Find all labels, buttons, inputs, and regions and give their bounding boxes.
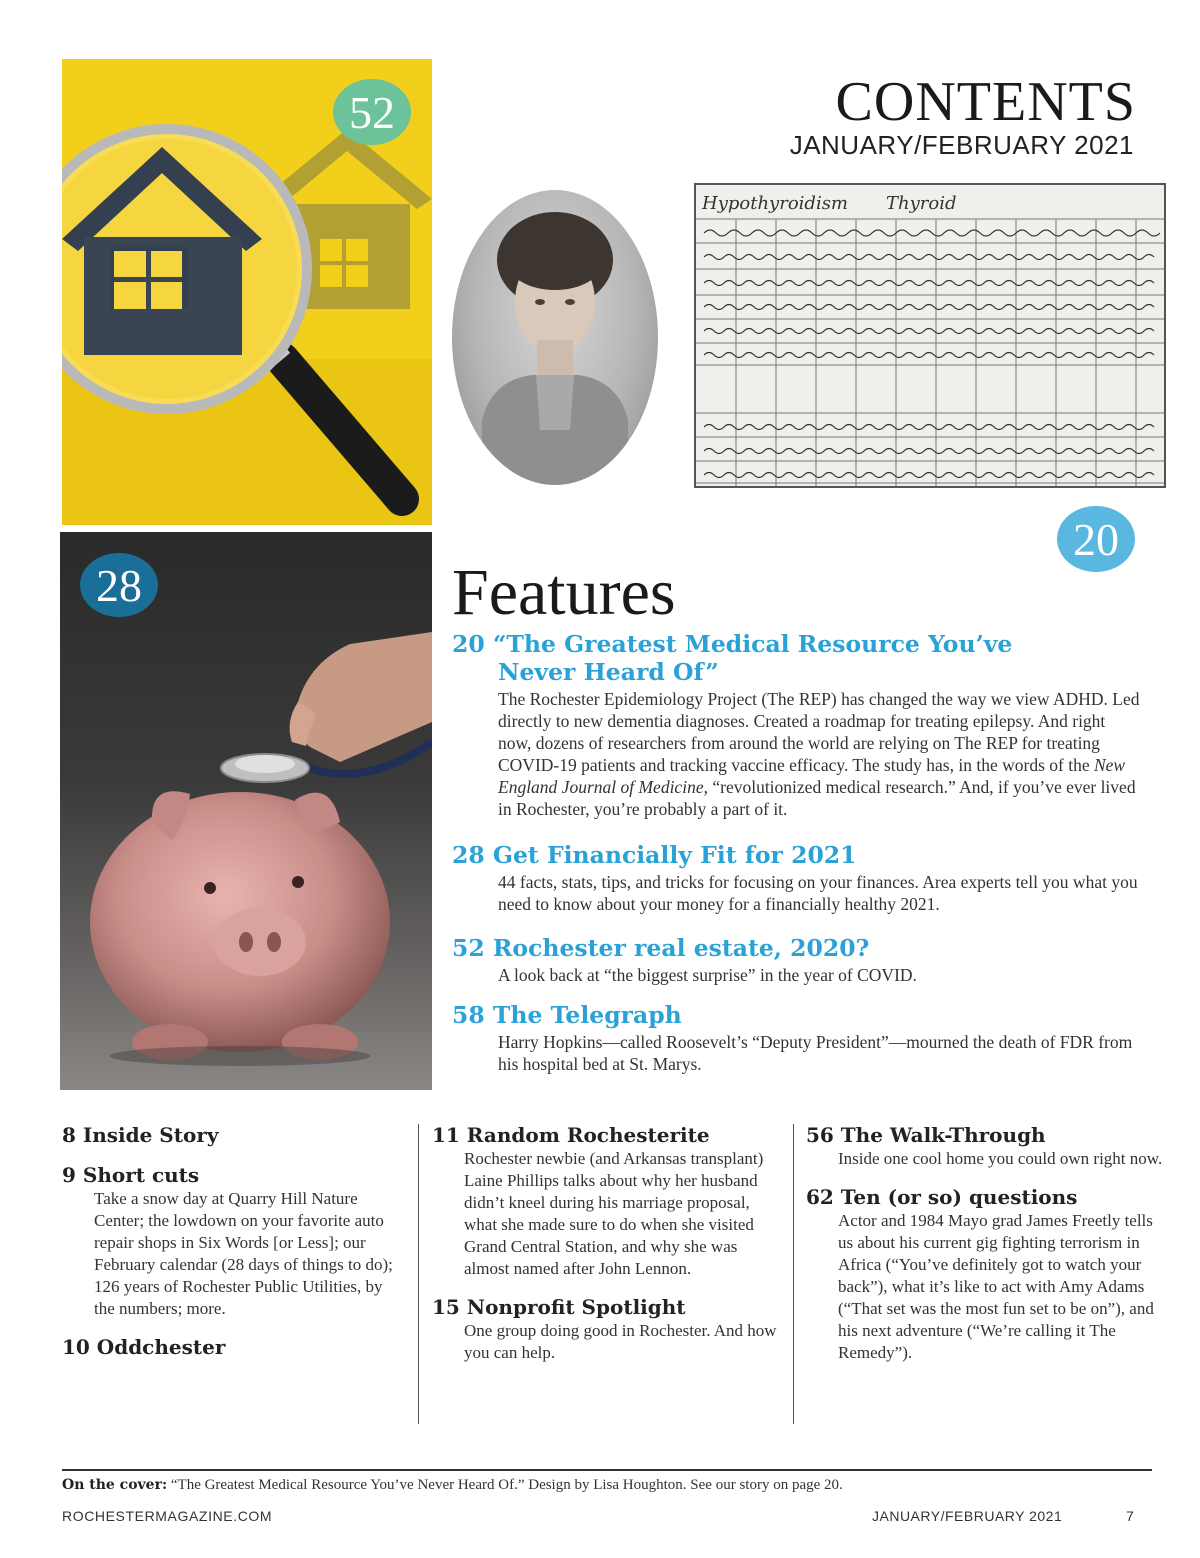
ledger-heading-right: Thyroid (886, 193, 957, 214)
department-title[interactable]: 62 Ten (or so) questions (806, 1185, 1078, 1209)
department-item[interactable] (432, 1122, 780, 1280)
feature-title[interactable]: 58 The Telegraph (452, 1001, 682, 1029)
issue-date: JANUARY/FEBRUARY 2021 (789, 130, 1134, 160)
medical-ledger-image (694, 183, 1166, 488)
feature-item-medical[interactable] (452, 630, 1142, 820)
column-divider (418, 1124, 419, 1424)
department-description: One group doing good in Rochester. And how you can help. (464, 1321, 777, 1362)
department-description: Take a snow day at Quarry Hill Nature Center; the lowdown on your favorite auto repair shops in Six Words [or Less]; our February calendar (28 days of things to do); 126 years of Rochester Public Utilities, by the numbers; more. (94, 1189, 393, 1318)
woman-portrait-illustration (452, 190, 658, 485)
footer-divider (62, 1469, 1152, 1471)
department-item[interactable] (806, 1184, 1166, 1364)
feature-title[interactable]: 28 Get Financially Fit for 2021 (452, 841, 857, 869)
department-title[interactable]: 56 The Walk-Through (806, 1123, 1046, 1147)
departments-column-1 (62, 1122, 407, 1374)
page-badge-28: 28 (80, 553, 158, 617)
contents-title: CONTENTS (835, 71, 1136, 133)
department-item[interactable] (432, 1294, 780, 1364)
feature-item-real-estate[interactable] (452, 934, 1142, 986)
department-item[interactable] (62, 1162, 407, 1320)
department-item[interactable] (62, 1334, 407, 1360)
departments-column-3 (806, 1122, 1166, 1378)
feature-desc-text-end: , “revolutionized medical research.” And, if you’ve ever lived in Rochester, you’re probably a part of it. (498, 777, 1136, 819)
ledger-heading-left: Hypothyroidism (702, 193, 849, 214)
footer-issue-date: JANUARY/FEBRUARY 2021 (872, 1508, 1063, 1524)
feature-item-telegraph[interactable] (452, 1001, 1142, 1075)
department-description: Rochester newbie (and Arkansas transplant) Laine Phillips talks about why her husband didn’t kneel during his marriage proposal, what she made sure to do when she visited Grand Central Station, and why she was almost named after John Lennon. (464, 1149, 764, 1278)
cover-note-label: On the cover: (62, 1477, 168, 1493)
website-link[interactable]: ROCHESTERMAGAZINE.COM (62, 1508, 273, 1524)
departments-column-2 (432, 1122, 780, 1378)
handwritten-ledger-illustration (696, 185, 1166, 488)
feature-title[interactable]: 52 Rochester real estate, 2020? (452, 934, 870, 962)
page-badge-20: 20 (1057, 506, 1135, 572)
column-divider (793, 1124, 794, 1424)
feature-description: A look back at “the biggest surprise” in the year of COVID. (498, 965, 917, 985)
department-title[interactable]: 10 Oddchester (62, 1335, 226, 1359)
cover-note (62, 1477, 843, 1494)
feature-description: 44 facts, stats, tips, and tricks for focusing on your finances. Area experts tell you what you need to know about your money for a financially healthy 2021. (498, 872, 1138, 914)
feature-title[interactable] (452, 630, 1142, 686)
department-title[interactable]: 11 Random Rochesterite (432, 1123, 710, 1147)
features-heading: Features (452, 556, 676, 629)
department-description: Actor and 1984 Mayo grad James Freetly tells us about his current gig fighting terrorism in Africa (“You’ve definitely got to watch your back”), what it’s like to act with Amy Adams (“That set was the most fun set to be on”), and his next adventure (“We’re calling it The Remedy”). (838, 1211, 1154, 1362)
page-number: 7 (1126, 1508, 1134, 1524)
feature-desc-text: The Rochester Epidemiology Project (The REP) has changed the way we view ADHD. Led directly to new dementia diagnoses. Created a roadmap for treating epilepsy. And right now, dozens of researchers from around the world are relying on The REP for treating COVID-19 patients and tracking vaccine efficacy. The study has, in the words of the (498, 689, 1140, 775)
feature-title-line2: Never Heard Of” (498, 658, 719, 686)
department-title[interactable]: 9 Short cuts (62, 1163, 200, 1187)
department-description: Inside one cool home you could own right now. (838, 1149, 1163, 1168)
department-title[interactable]: 15 Nonprofit Spotlight (432, 1295, 686, 1319)
department-title[interactable]: 8 Inside Story (62, 1123, 219, 1147)
feature-description (452, 688, 1142, 820)
feature-description: Harry Hopkins—called Roosevelt’s “Deputy President”—mourned the death of FDR from his hospital bed at St. Marys. (498, 1032, 1133, 1074)
journal-title: New England Journal of Medicine (498, 755, 1126, 797)
page-badge-52: 52 (333, 79, 411, 145)
department-item[interactable] (806, 1122, 1166, 1170)
feature-item-financial[interactable] (452, 841, 1142, 915)
historic-portrait-image (452, 190, 658, 485)
feature-title-line1: 20 “The Greatest Medical Resource You’ve (452, 630, 1013, 658)
cover-note-text: “The Greatest Medical Resource You’ve Never Heard Of.” Design by Lisa Houghton. See our story on page 20. (167, 1477, 843, 1493)
department-item[interactable] (62, 1122, 407, 1148)
